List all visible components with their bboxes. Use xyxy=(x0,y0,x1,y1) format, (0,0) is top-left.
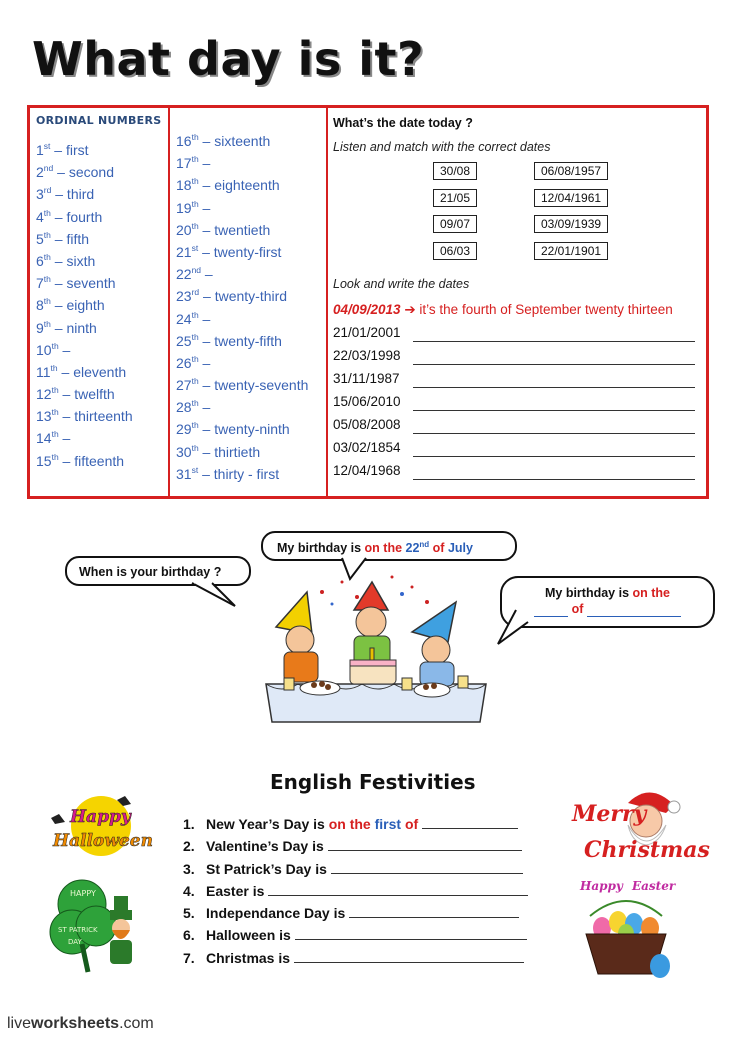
ordinal-suffix: th xyxy=(43,207,51,218)
answer-line[interactable] xyxy=(413,387,695,388)
ordinal-item xyxy=(176,174,326,196)
ordinal-item xyxy=(36,450,168,472)
ordinal-heading: ORDINAL NUMBERS xyxy=(36,114,162,127)
svg-text:Happy: Happy xyxy=(70,807,131,827)
match-box-left[interactable]: 21/05 xyxy=(433,189,477,207)
bubble-tail-icon xyxy=(190,582,240,608)
ordinal-item xyxy=(36,405,168,427)
festivity-item xyxy=(183,950,528,972)
answer-line[interactable] xyxy=(295,928,527,940)
svg-text:Happy: Happy xyxy=(580,879,623,893)
ordinal-number: 31 xyxy=(176,465,192,482)
ordinal-column-1 xyxy=(36,114,168,472)
ordinal-word: – twenty-first xyxy=(198,243,282,260)
festivity-item xyxy=(183,838,528,860)
festivities-list xyxy=(183,816,528,972)
date-question: What’s the date today ? xyxy=(333,116,473,130)
st-patrick-logo xyxy=(52,874,144,974)
ordinal-suffix: st xyxy=(191,242,199,253)
page-title: What day is it? xyxy=(32,32,425,86)
ordinal-number: 13 xyxy=(36,408,52,425)
festivity-of: of xyxy=(404,816,423,832)
ordinal-item xyxy=(36,183,168,205)
halloween-logo xyxy=(45,792,157,860)
ordinal-word: – third xyxy=(51,186,95,203)
festivity-number: 7. xyxy=(183,949,195,966)
ordinal-number: 6 xyxy=(36,252,44,269)
ordinal-suffix: th xyxy=(191,331,199,342)
ordinal-number: 16 xyxy=(176,133,192,149)
answer-line[interactable] xyxy=(328,839,522,851)
ordinal-suffix: th xyxy=(51,385,59,396)
arrow-icon: ➔ xyxy=(404,302,416,317)
answer-line[interactable] xyxy=(349,906,519,918)
ordinal-suffix: th xyxy=(51,429,59,440)
ordinal-suffix: th xyxy=(43,296,51,307)
ordinal-suffix: st xyxy=(43,141,51,151)
match-box-left[interactable]: 06/03 xyxy=(433,242,477,260)
ordinal-word: – ninth xyxy=(50,319,97,336)
footer-suffix: .com xyxy=(119,1015,154,1032)
festivity-text: Easter is xyxy=(206,882,269,899)
ordinal-word: – twenty-third xyxy=(199,288,288,305)
festivity-number: 3. xyxy=(183,860,195,877)
ordinal-item xyxy=(176,130,326,152)
ordinal-item xyxy=(36,294,168,316)
ordinal-suffix: th xyxy=(191,420,199,431)
write-date: 31/11/1987 xyxy=(333,371,400,386)
write-date-row xyxy=(333,463,695,483)
ordinal-number: 7 xyxy=(36,275,44,292)
festivity-text: Christmas is xyxy=(206,949,294,966)
ordinal-suffix: th xyxy=(50,362,58,373)
ordinal-suffix: nd xyxy=(191,265,202,276)
ordinal-item xyxy=(176,263,326,285)
ordinal-item xyxy=(176,197,326,219)
answer-line[interactable] xyxy=(413,341,695,342)
ordinal-suffix: th xyxy=(191,198,199,209)
answer2-on-the: on the xyxy=(632,586,671,600)
ordinal-suffix: th xyxy=(51,340,59,351)
ordinal-word: – sixteenth xyxy=(198,133,271,149)
answer-line[interactable] xyxy=(413,456,695,457)
ordinal-number: 23 xyxy=(176,288,192,305)
ordinal-number: 30 xyxy=(176,443,192,460)
ordinal-item xyxy=(176,330,326,352)
write-date-row xyxy=(333,325,695,345)
ordinal-number: 5 xyxy=(36,230,44,247)
festivity-text: St Patrick’s Day is xyxy=(206,860,331,877)
ordinal-number: 24 xyxy=(176,310,192,327)
answer1-day: 22 xyxy=(405,541,420,556)
answer-line[interactable] xyxy=(413,364,695,365)
ordinal-number: 21 xyxy=(176,243,192,260)
ordinal-word: – xyxy=(198,354,211,371)
write-date: 03/02/1854 xyxy=(333,440,401,455)
ordinal-number: 18 xyxy=(176,177,192,194)
answer1-on-the: on the xyxy=(364,541,406,556)
speech-bubble-answer-1 xyxy=(261,531,517,561)
ordinal-suffix: th xyxy=(191,220,199,231)
write-instruction: Look and write the dates xyxy=(333,277,470,291)
festivity-text: Independance Day is xyxy=(206,905,350,922)
ordinal-word: – first xyxy=(50,142,89,158)
ordinal-suffix: nd xyxy=(43,163,54,174)
match-box-left[interactable]: 30/08 xyxy=(433,162,477,180)
write-date-row xyxy=(333,417,695,437)
ordinal-word: – twelfth xyxy=(58,386,115,403)
ordinal-number: 20 xyxy=(176,221,192,238)
answer-line[interactable] xyxy=(331,862,523,874)
write-date: 12/04/1968 xyxy=(333,463,401,478)
match-box-right[interactable]: 22/01/1901 xyxy=(534,242,608,260)
dates-column xyxy=(333,116,708,478)
answer1-suffix: nd xyxy=(419,540,430,549)
match-boxes xyxy=(333,154,708,264)
festivity-text: New Year’s Day is xyxy=(206,816,329,832)
footer-brand xyxy=(7,1015,154,1033)
ordinal-word: – thirteenth xyxy=(58,408,133,425)
ordinal-dates-table xyxy=(27,105,709,499)
example-text: it’s the fourth of September twenty thirteen xyxy=(419,302,673,317)
ordinal-number: 8 xyxy=(36,297,44,314)
svg-text:Merry: Merry xyxy=(572,801,647,827)
ordinal-number: 17 xyxy=(176,155,192,172)
answer2-of: of xyxy=(571,602,584,616)
write-date-row xyxy=(333,440,695,460)
example-date: 04/09/2013 xyxy=(333,302,401,317)
answer-line[interactable] xyxy=(413,433,695,434)
festivity-item xyxy=(183,905,528,927)
ordinal-word: – eighteenth xyxy=(198,177,280,194)
festivity-item xyxy=(183,816,528,838)
ordinal-number: 12 xyxy=(36,386,52,403)
column-divider xyxy=(326,108,328,496)
ordinal-suffix: rd xyxy=(43,185,52,196)
ordinal-suffix: th xyxy=(43,229,51,240)
svg-text:Christmas: Christmas xyxy=(584,837,710,863)
ordinal-word: – seventh xyxy=(50,275,116,292)
answer1-prefix: My birthday is xyxy=(277,541,365,556)
festivity-number: 4. xyxy=(183,882,195,899)
ordinal-item xyxy=(176,308,326,330)
match-box-right[interactable]: 06/08/1957 xyxy=(534,162,608,180)
christmas-logo xyxy=(570,785,710,867)
svg-text:Easter: Easter xyxy=(632,879,676,893)
ordinal-suffix: th xyxy=(191,376,199,387)
svg-text:ST PATRICK: ST PATRICK xyxy=(58,926,98,934)
ordinal-number: 25 xyxy=(176,332,192,349)
match-box-left[interactable]: 09/07 xyxy=(433,215,477,233)
write-date: 21/01/2001 xyxy=(333,325,401,340)
ordinal-item xyxy=(36,339,168,361)
ordinal-number: 3 xyxy=(36,186,44,203)
example-sentence xyxy=(333,302,673,318)
festivity-item xyxy=(183,861,528,883)
svg-text:Halloween: Halloween xyxy=(53,831,153,851)
bubble-question-text: When is your birthday ? xyxy=(79,565,222,579)
ordinal-word: – xyxy=(198,155,211,172)
festivities-title: English Festivities xyxy=(270,770,476,794)
festivity-number: 6. xyxy=(183,927,195,944)
ordinal-item xyxy=(176,374,326,396)
ordinal-item xyxy=(36,206,168,228)
answer-line[interactable] xyxy=(413,410,695,411)
answer-line[interactable] xyxy=(268,884,528,896)
ordinal-item xyxy=(36,161,168,183)
ordinal-item xyxy=(36,139,168,161)
ordinal-number: 22 xyxy=(176,266,192,283)
festivity-on-the: on the xyxy=(328,816,375,832)
ordinal-item xyxy=(176,441,326,463)
ordinal-word: – xyxy=(198,199,211,216)
easter-basket-icon xyxy=(580,896,672,982)
ordinal-word: – twenty-ninth xyxy=(198,421,290,438)
ordinal-item xyxy=(36,250,168,272)
ordinal-suffix: th xyxy=(51,451,59,462)
ordinal-item xyxy=(176,152,326,174)
speech-bubble-answer-2 xyxy=(500,576,715,628)
ordinal-list-1 xyxy=(36,139,168,472)
ordinal-number: 4 xyxy=(36,208,44,225)
ordinal-word: – twenty-fifth xyxy=(198,332,282,349)
ordinal-number: 26 xyxy=(176,354,192,371)
footer-prefix: live xyxy=(7,1015,32,1032)
write-date-row xyxy=(333,394,695,414)
ordinal-item xyxy=(176,241,326,263)
ordinal-column-2 xyxy=(176,130,326,485)
match-box-right[interactable]: 12/04/1961 xyxy=(534,189,608,207)
ordinal-suffix: th xyxy=(191,309,199,320)
festivity-text: Halloween is xyxy=(206,927,295,944)
answer2-blank-day xyxy=(534,602,568,617)
ordinal-number: 29 xyxy=(176,421,192,438)
bubble-tail-icon xyxy=(496,608,532,646)
ordinal-suffix: th xyxy=(43,274,51,285)
ordinal-number: 28 xyxy=(176,399,192,416)
ordinal-item xyxy=(36,317,168,339)
answer-line[interactable] xyxy=(294,951,524,963)
ordinal-number: 27 xyxy=(176,377,192,394)
write-date: 22/03/1998 xyxy=(333,348,401,363)
ordinal-word: – second xyxy=(53,164,114,181)
ordinal-word: – xyxy=(198,310,211,327)
ordinal-item xyxy=(176,463,326,485)
festivity-number: 1. xyxy=(183,816,195,832)
ordinal-item xyxy=(36,228,168,250)
ordinal-word: – xyxy=(58,430,71,447)
ordinal-number: 19 xyxy=(176,199,192,216)
ordinal-word: – fifth xyxy=(50,230,90,247)
ordinal-number: 2 xyxy=(36,164,44,181)
ordinal-word: – sixth xyxy=(50,252,96,269)
answer2-blank-month xyxy=(587,602,681,617)
festivity-text: Valentine’s Day is xyxy=(206,838,328,855)
ordinal-item xyxy=(176,396,326,418)
ordinal-word: – xyxy=(58,341,71,358)
ordinal-item xyxy=(36,427,168,449)
ordinal-suffix: th xyxy=(191,154,199,165)
ordinal-number: 10 xyxy=(36,341,52,358)
ordinal-item xyxy=(176,418,326,440)
ordinal-suffix: th xyxy=(191,442,199,453)
ordinal-word: – fifteenth xyxy=(58,452,125,469)
ordinal-word: – fourth xyxy=(50,208,103,225)
ordinal-number: 1 xyxy=(36,142,44,158)
festivity-item xyxy=(183,927,528,949)
answer1-of: of xyxy=(429,541,448,556)
ordinal-item xyxy=(176,219,326,241)
svg-text:DAY: DAY xyxy=(68,938,82,946)
ordinal-suffix: th xyxy=(191,353,199,364)
ordinal-suffix: th xyxy=(191,176,199,187)
festivity-number: 2. xyxy=(183,838,195,855)
ordinal-suffix: th xyxy=(43,251,51,262)
ordinal-item xyxy=(36,383,168,405)
answer-line[interactable] xyxy=(422,817,518,829)
column-divider xyxy=(168,108,170,496)
birthday-party-illustration xyxy=(262,572,490,724)
ordinal-item xyxy=(176,352,326,374)
ordinal-suffix: th xyxy=(191,132,199,142)
easter-logo-text xyxy=(578,876,678,894)
ordinal-suffix: st xyxy=(191,464,199,475)
ordinal-word: – xyxy=(201,266,213,283)
ordinal-suffix: rd xyxy=(191,287,200,298)
ordinal-suffix: th xyxy=(43,318,51,329)
listen-instruction: Listen and match with the correct dates xyxy=(333,140,551,154)
ordinal-word: – thirty - first xyxy=(198,465,280,482)
write-date-row xyxy=(333,348,695,368)
ordinal-word: – eleventh xyxy=(57,363,127,380)
ordinal-word: – twenty-seventh xyxy=(198,377,309,394)
ordinal-list-2 xyxy=(176,130,326,485)
answer2-prefix: My birthday is xyxy=(544,586,633,600)
festivity-item xyxy=(183,883,528,905)
ordinal-word: – eighth xyxy=(50,297,105,314)
match-box-right[interactable]: 03/09/1939 xyxy=(534,215,608,233)
ordinal-number: 11 xyxy=(36,363,51,380)
festivity-first: first xyxy=(374,816,405,832)
ordinal-word: – xyxy=(198,399,211,416)
ordinal-word: – thirtieth xyxy=(198,443,261,460)
festivity-number: 5. xyxy=(183,905,195,922)
write-date: 05/08/2008 xyxy=(333,417,401,432)
svg-text:HAPPY: HAPPY xyxy=(70,889,96,898)
ordinal-item xyxy=(36,361,168,383)
ordinal-number: 15 xyxy=(36,452,52,469)
answer-line[interactable] xyxy=(413,479,695,480)
ordinal-number: 9 xyxy=(36,319,44,336)
ordinal-item xyxy=(36,272,168,294)
ordinal-word: – twentieth xyxy=(198,221,271,238)
answer1-month: July xyxy=(447,541,473,556)
write-date-row xyxy=(333,371,695,391)
footer-bold: worksheets xyxy=(31,1015,120,1032)
ordinal-item xyxy=(176,285,326,307)
ordinal-number: 14 xyxy=(36,430,52,447)
ordinal-suffix: th xyxy=(51,407,59,418)
ordinal-suffix: th xyxy=(191,398,199,409)
write-date: 15/06/2010 xyxy=(333,394,401,409)
